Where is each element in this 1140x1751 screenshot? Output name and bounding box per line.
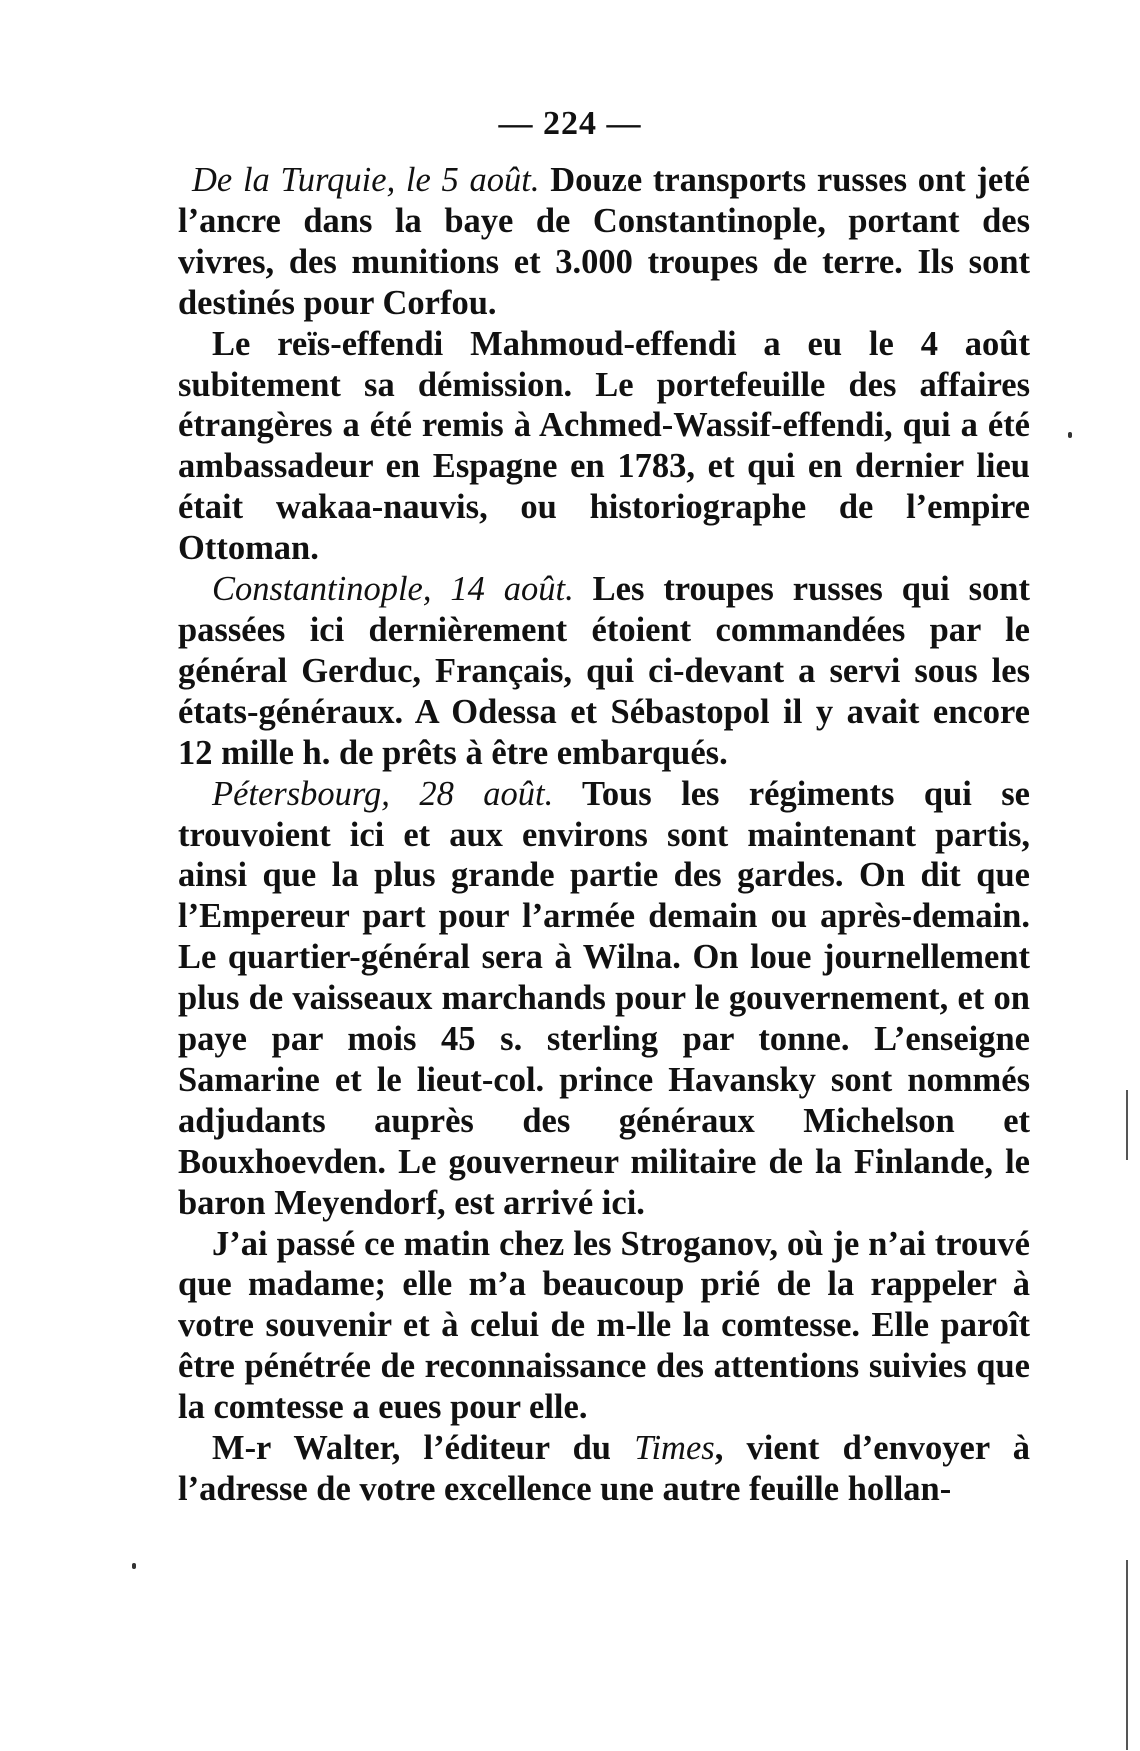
paragraph-text: Douze transports russes ont jeté l’ancre dans la baye de Constantinople, portant des vivres, des munitions et 3.000 troupes de terre. Ils sont destinés pour Corfou. — [178, 161, 1030, 322]
paragraph-turquie — [178, 160, 1030, 324]
paragraph-text: , vient d’envoyer à l’adresse de votre excellence une autre feuille hollan- — [178, 1429, 1030, 1508]
paragraph-text: Les troupes russes qui sont passées ici dernièrement étoient commandées par le général Gerduc, Français, qui ci-devant a servi sous les états-généraux. A Odessa et Sébastopol il y avait encore 12 mille h. de prêts à être embarqués. — [178, 570, 1030, 772]
dateline-petersbourg: Pétersbourg, 28 août. — [212, 774, 554, 813]
paragraph-text: Le reïs-effendi Mahmoud-effendi a eu le 4 août subitement sa démission. Le portefeuille des affaires étrangères a été remis à Achmed-Wassif-effendi, qui a été ambassadeur en Espagne en 1783, et qui en dernier lieu était wakaa-nauvis, ou historiographe de l’empire Ottoman. — [178, 324, 1030, 568]
scan-artifact-line — [1126, 1090, 1128, 1160]
body-text — [178, 160, 1030, 1510]
scan-speck — [1068, 432, 1072, 438]
times-title: Times — [634, 1429, 715, 1468]
paragraph-text: J’ai passé ce matin chez les Stroganov, où je n’ai trouvé que madame; elle m’a beaucoup prié de la rappeler à votre souvenir et à celui de m-lle la comtesse. Elle paroît être pénétrée de reconnaissance des attentions suivies que la comtesse a eues pour elle. — [178, 1224, 1030, 1427]
paragraph-walter — [178, 1428, 1030, 1510]
paragraph-text: M-r Walter, l’éditeur du — [212, 1429, 635, 1468]
page-number: — 224 — — [498, 105, 642, 142]
paragraph-petersbourg — [178, 774, 1030, 1224]
dateline-turquie: De la Turquie, le 5 août. — [192, 161, 540, 199]
paragraph-constantinople — [178, 569, 1030, 774]
scan-artifact-line — [1126, 1560, 1128, 1750]
scan-speck — [132, 1563, 136, 1569]
paragraph-text: Tous les régiments qui se trouvoient ici et aux environs sont maintenant partis, ainsi que la plus grande partie des gardes. On dit que l’Empereur part pour l’armée demain ou après-demain. Le quartier-général sera à Wilna. On loue journellement plus de vaisseaux marchands pour le gouvernement, et on paye par mois 45 s. sterling par tonne. L’enseigne Samarine et le lieut-col. prince Havansky sont nommés adjudants auprès des généraux Michelson et Bouxhoevden. Le gouverneur militaire de la Finlande, le baron Meyendorf, est arrivé ici. — [178, 774, 1030, 1222]
paragraph-stroganov — [178, 1224, 1030, 1429]
paragraph-reis-effendi — [178, 324, 1030, 569]
dateline-constantinople: Constantinople, 14 août. — [212, 570, 574, 609]
